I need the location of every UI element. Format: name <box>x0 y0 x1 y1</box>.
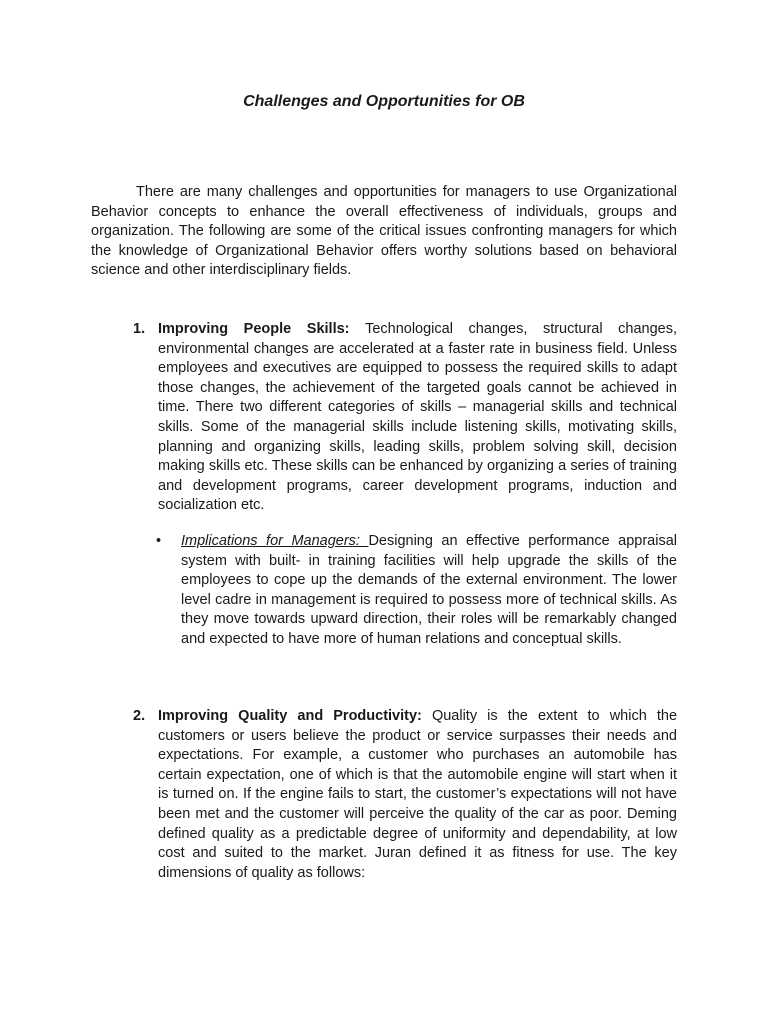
bullet-icon: • <box>156 533 162 549</box>
list-item-text: Quality is the extent to which the customers or users believe the product or service surpasses their needs and expectations. For example, a customer who purchases an automobile has certain expectation, one of which is that the automobile engine will start when it is turned on. If the engine fails to start, the customer’s expectations will not have been met and the customer will perceive the quality of the car as poor. Deming defined quality as a predictable degree of uniformity and dependability, at low cost and suited to the market. Juran defined it as fitness for use. The key dimensions of quality as follows: <box>158 708 678 881</box>
list-item-body <box>158 320 677 516</box>
bullet-body <box>181 532 677 650</box>
bullet-text: Designing an effective performance appraisal system with built- in training facilities will help upgrade the skills of the employees to cope up the demands of the external environment. The lower level cadre in management is required to possess more of technical skills. As they move towards upward direction, their roles will be remarkably changed and expected to have more of human relations and conceptual skills. <box>181 533 677 647</box>
list-item-number: 2. <box>133 708 146 724</box>
list-item-number: 1. <box>133 321 146 337</box>
list-item-body <box>158 707 677 883</box>
list-item-heading: Improving People Skills: <box>158 321 366 337</box>
page-title: Challenges and Opportunities for OB <box>243 93 525 110</box>
list-item-heading: Improving Quality and Productivity: <box>158 708 432 724</box>
bullet-label: Implications for Managers: <box>181 533 369 549</box>
bullet-implications <box>156 532 677 650</box>
intro-paragraph: There are many challenges and opportunities for managers to use Organizational Behavior concepts to enhance the overall effectiveness of individuals, groups and organization. The following are some of the critical issues confronting managers for which the knowledge of Organizational Behavior offers worthy solutions based on behavioral science and other interdisciplinary fields. <box>91 184 677 279</box>
list-item-quality <box>133 707 677 883</box>
list-item-text: Technological changes, structural changes, environmental changes are accelerated at a faster rate in business field. Unless employees and executives are equipped to possess the required skills to adapt those changes, the achievement of the targeted goals cannot be achieved in time. There two different categories of skills – managerial skills and technical skills. Some of the managerial skills include listening skills, motivating skills, planning and organizing skills, leading skills, problem solving skill, decision making skills etc. These skills can be enhanced by organizing a series of training and development programs, career development programs, induction and socialization etc. <box>158 321 677 514</box>
list-item-people-skills <box>133 320 677 516</box>
